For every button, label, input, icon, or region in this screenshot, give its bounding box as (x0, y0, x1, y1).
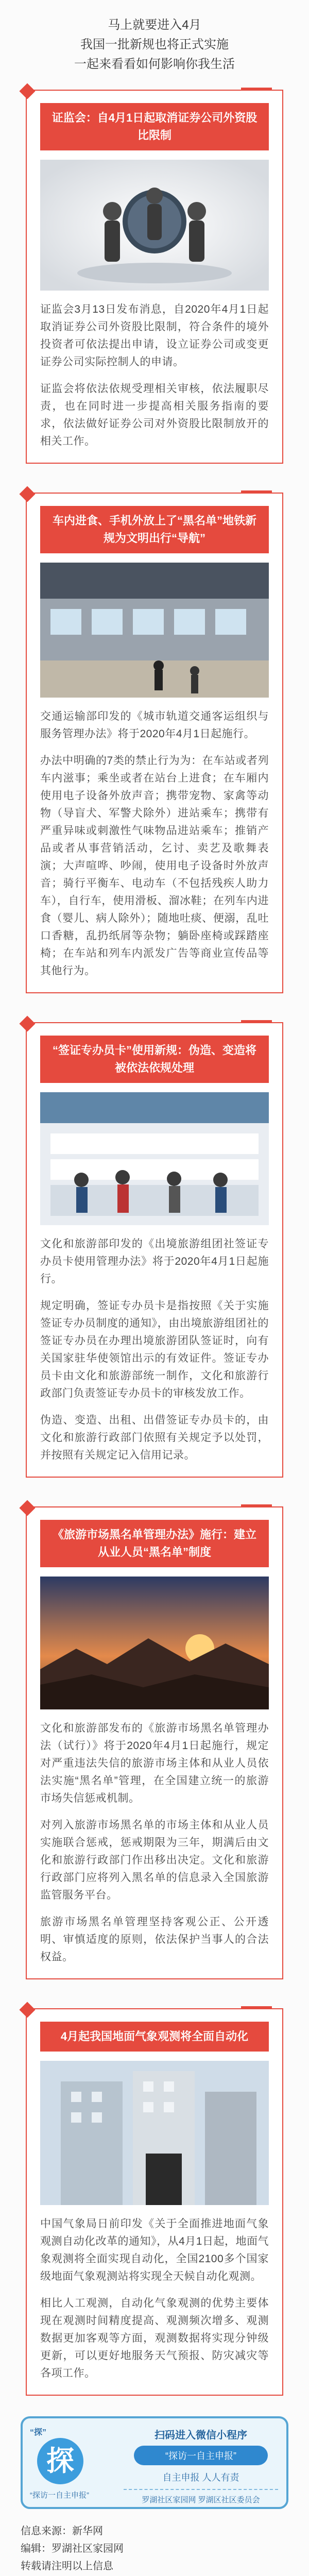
card-tag-decoration (241, 2006, 272, 2009)
card-paragraph: 文化和旅游部发布的《旅游市场黑名单管理办法（试行）》将于2020年4月1日起施行，规定对严重违法失信的旅游市场主体和从业人员依法实施“黑名单”管理，在全国建立统一的旅游市场失信惩戒机制。 (40, 1722, 269, 1804)
card-tag-decoration (241, 1504, 272, 1507)
card-image-business-figures (40, 160, 269, 291)
card-body (40, 2215, 269, 2382)
card-image-meteorological-building (40, 2061, 269, 2205)
intro-line: 一起来看看如何影响你我生活 (74, 57, 235, 71)
banner-pill[interactable]: “探访一自主申报” (134, 2446, 268, 2465)
intro (0, 0, 309, 84)
news-card-metro (26, 493, 283, 993)
sunset-landscape-illustration (40, 1577, 269, 1709)
banner-line1: 扫码进入微信小程序 (154, 2430, 247, 2441)
card-paragraph: 规定明确，签证专办员卡是指按照《关于实施签证专办员制度的通知》，由出境旅游组团社的签证专办员在办理出境旅游团队签证时，向有关国家驻华使领馆出示的有效证件。签证专办员卡由文化和旅游部统一制作，文化和旅游行政部门负责签证专办员卡的审核发放工作。 (40, 1300, 269, 1399)
card-paragraph: 对列入旅游市场黑名单的市场主体和从业人员实施联合惩戒，惩戒期限为三年，期满后由文化和旅游行政部门作出移出决定。文化和旅游行政部门应将列入黑名单的信息录入全国旅游监管服务平台。 (40, 1819, 269, 1901)
banner-sub: “探访一自主申报” (30, 2491, 89, 2500)
banner-right (124, 2427, 278, 2505)
card-paragraph: 文化和旅游部印发的《出境旅游组团社签证专办员卡使用管理办法》将于2020年4月1日起施行。 (40, 1238, 269, 1285)
news-card-securities (26, 90, 283, 464)
credit-line: 编辑：罗湖社区家园网 (21, 2543, 124, 2554)
banner-line4: 罗湖社区家园网 罗湖区社区委员会 (124, 2489, 278, 2505)
credit-line: 转载请注明以上信息 (21, 2561, 113, 2572)
news-card-weather-observation (26, 2008, 283, 2396)
card-corner-decoration (19, 83, 35, 99)
card-body (40, 1720, 269, 1966)
card-tag-decoration (241, 88, 272, 91)
visa-office-illustration (40, 1092, 269, 1225)
card-body (40, 1235, 269, 1464)
card-paragraph: 伪造、变造、出租、出借签证专办员卡的，由文化和旅游行政部门依照有关规定予以处罚，并按照有关规定记入信用记录。 (40, 1414, 269, 1461)
news-card-visa (26, 1022, 283, 1478)
footer (0, 2396, 309, 2575)
mini-program-banner[interactable] (21, 2416, 288, 2509)
banner-line3: 自主申报 人人有责 (162, 2472, 239, 2483)
card-paragraph: 证监会3月13日发布消息，自2020年4月1日起取消证券公司外资股比限制，符合条件的境外投资者可依法提出申请，设立证券公司或变更证券公司实际控制人的申请。 (40, 303, 269, 368)
meteorological-building-illustration (40, 2061, 269, 2205)
business-figures-illustration (40, 160, 269, 291)
card-title: 证监会：自4月1日起取消证券公司外资股比限制 (40, 103, 269, 150)
card-image-metro-station (40, 563, 269, 698)
banner-label: “探” (30, 2428, 47, 2437)
credit-line: 信息来源：新华网 (21, 2526, 103, 2537)
card-paragraph: 中国气象局日前印发《关于全面推进地面气象观测自动化改革的通知》，从4月1日起，地面气象观测将全面实现自动化，全国2100多个国家级地面气象观测站将实现全天候自动化观测。 (40, 2218, 269, 2282)
search-icon: 探 (37, 2438, 83, 2484)
card-tag-decoration (241, 490, 272, 494)
card-body (40, 301, 269, 450)
card-paragraph: 交通运输部印发的《城市轨道交通客运组织与服务管理办法》将于2020年4月1日起施行。 (40, 710, 269, 740)
metro-station-illustration (40, 563, 269, 698)
card-title: “签证专办员卡”使用新规：伪造、变造将被依法依规处理 (40, 1036, 269, 1083)
card-paragraph: 旅游市场黑名单管理坚持客观公正、公开透明、审慎适度的原则，依法保护当事人的合法权益。 (40, 1916, 269, 1963)
card-title: 4月起我国地面气象观测将全面自动化 (40, 2022, 269, 2052)
card-paragraph: 相比人工观测，自动化气象观测的优势主要体现在观测时间精度提高、观测频次增多、观测数据更加客观等方面，观测数据将实现分钟级更新，可以更好地服务天气预报、防灾减灾等各项工作。 (40, 2297, 269, 2379)
card-title: 《旅游市场黑名单管理办法》施行：建立从业人员“黑名单”制度 (40, 1520, 269, 1567)
card-image-sunset-landscape (40, 1577, 269, 1709)
card-title: 车内进食、手机外放上了“黑名单”地铁新规为文明出行“导航” (40, 506, 269, 553)
card-body (40, 708, 269, 980)
card-paragraph: 证监会将依法依规受理相关审核，依法履职尽责，也在同时进一步提高相关服务指南的要求，依法做好证券公司对外资股比限制放开的相关工作。 (40, 383, 269, 447)
news-card-tourism-blacklist (26, 1506, 283, 1979)
card-tag-decoration (241, 1020, 272, 1023)
credits (21, 2522, 288, 2575)
card-paragraph: 办法中明确的7类的禁止行为为：在车站或者列车内滋事；乘坐或者在站台上进食；在车厢内使用电子设备外放声音；携带宠物、家禽等动物（导盲犬、军警犬除外）进站乘车；携带有严重异味或刺激性气味物品进站乘车；推销产品或者从事营销活动，乞讨、卖艺及歌舞表演；大声喧哗、吵闹，使用电子设备时外放声音；骑行平衡车、电动车（不包括残疾人助力车），自行车，使用滑板、溜冰鞋；在列车内进食（婴儿、病人除外）；随地吐痰、便溺，乱吐口香糖，乱扔纸屑等杂物；躺卧座椅或踩踏座椅；在车站和列车内派发广告等商业宣传品等其他行为。 (40, 755, 269, 977)
card-image-visa-office (40, 1092, 269, 1225)
intro-line: 马上就要进入4月 (108, 18, 201, 32)
intro-line: 我国一批新规也将正式实施 (80, 38, 229, 52)
